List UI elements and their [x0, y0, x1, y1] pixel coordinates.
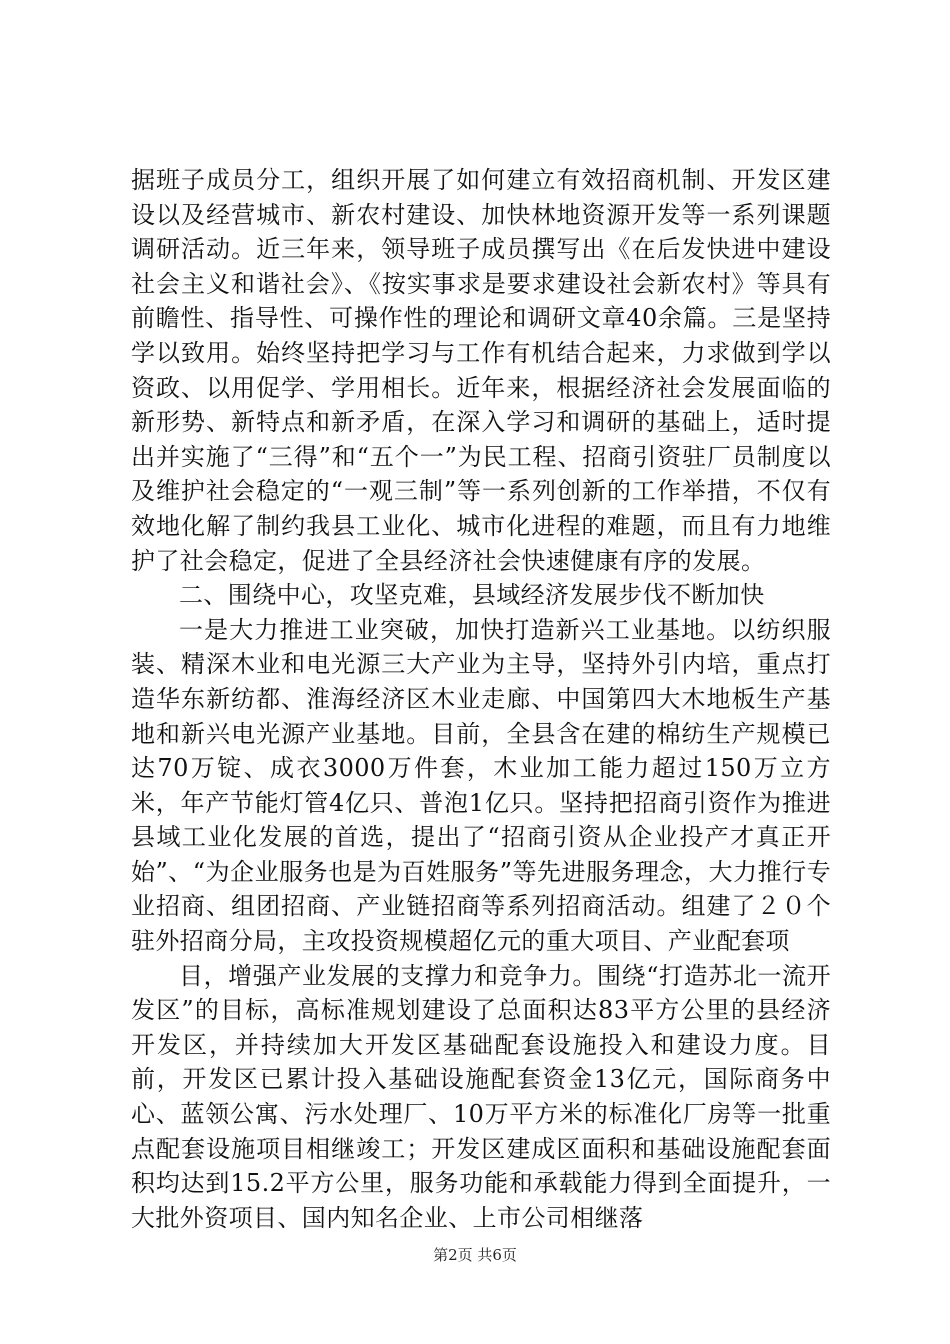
document-body	[131, 163, 831, 1235]
paragraph-development-zone: 目，增强产业发展的支撑力和竞争力。围绕“打造苏北一流开发区”的目标，高标准规划建设了总面积达83平方公里的县经济开发区，并持续加大开发区基础配套设施投入和建设力度。目前，开发区已累计投入基础设施配套资金13亿元，国际商务中心、蓝领公寓、污水处理厂、10万平方米的标准化厂房等一批重点配套设施项目相继竣工；开发区建成区面积和基础设施配套面积均达到15.2平方公里，服务功能和承载能力得到全面提升，一大批外资项目、国内知名企业、上市公司相继落	[131, 961, 831, 1232]
paragraph-continuation: 据班子成员分工，组织开展了如何建立有效招商机制、开发区建设以及经营城市、新农村建设、加快林地资源开发等一系列课题调研活动。近三年来，领导班子成员撰写出《在后发快进中建设社会主义和谐社会》、《按实事求是要求建设社会新农村》等具有前瞻性、指导性、可操作性的理论和调研文章40余篇。三是坚持学以致用。始终坚持把学习与工作有机结合起来，力求做到学以资政、以用促学、学用相长。近年来，根据经济社会发展面临的新形势、新特点和新矛盾，在深入学习和调研的基础上，适时提出并实施了“三得”和“五个一”为民工程、招商引资驻厂员制度以及维护社会稳定的“一观三制”等一系列创新的工作举措，不仅有效地化解了制约我县工业化、城市化进程的难题，而且有力地维护了社会稳定，促进了全县经济社会快速健康有序的发展。	[131, 166, 831, 575]
section-heading: 二、围绕中心，攻坚克难，县域经济发展步伐不断加快	[179, 581, 765, 610]
paragraph-industry: 一是大力推进工业突破，加快打造新兴工业基地。以纺织服装、精深木业和电光源三大产业为主导，坚持外引内培，重点打造华东新纺都、淮海经济区木业走廊、中国第四大木地板生产基地和新兴电光源产业基地。目前，全县含在建的棉纺生产规模已达70万锭、成衣3000万件套，木业加工能力超过150万立方米，年产节能灯管4亿只、普泡1亿只。坚持把招商引资作为推进县域工业化发展的首选，提出了“招商引资从企业投产才真正开始”、“为企业服务也是为百姓服务”等先进服务理念，大力推行专业招商、组团招商、产业链招商等系列招商活动。组建了２０个驻外招商分局，主攻投资规模超亿元的重大项目、产业配套项	[131, 615, 831, 956]
page-number-footer: 第2页 共6页	[433, 1246, 517, 1264]
